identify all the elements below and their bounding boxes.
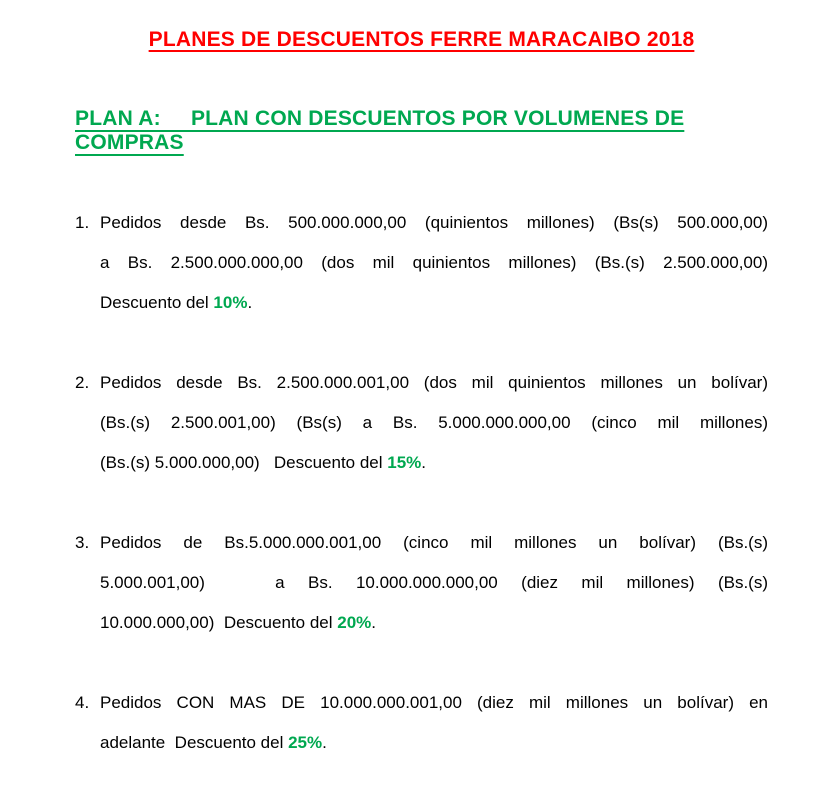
- item-text-line: [100, 243, 768, 283]
- item-text-line: [100, 443, 768, 483]
- line-text: Pedidos CON MAS DE 10.000.000.001,00 (diez mil millones un bolívar) en: [100, 693, 768, 712]
- item-text: [100, 363, 768, 483]
- discount-percent-value: 25%: [288, 733, 323, 752]
- line-text: Pedidos desde Bs. 500.000.000,00 (quinientos millones) (Bs(s) 500.000,00): [100, 213, 768, 232]
- line-text: adelante Descuento del: [100, 733, 289, 752]
- line-text: (Bs.(s) 2.500.001,00) (Bs(s) a Bs. 5.000.000.000,00 (cinco mil millones): [100, 413, 768, 432]
- item-text-line: [100, 523, 768, 563]
- item-text: [100, 203, 768, 323]
- discount-percent-value: 20%: [337, 613, 372, 632]
- line-text: 5.000.001,00) a Bs. 10.000.000.000,00 (diez mil millones) (Bs.(s): [100, 573, 768, 592]
- list-item-2: [75, 363, 768, 483]
- item-text-line: [100, 283, 768, 323]
- item-text: [100, 683, 768, 763]
- item-text-line: [100, 683, 768, 723]
- item-text-line: [100, 723, 768, 763]
- line-text: a Bs. 2.500.000.000,00 (dos mil quinientos millones) (Bs.(s) 2.500.000,00): [100, 253, 768, 272]
- list-item-3: [75, 523, 768, 643]
- line-text: .: [247, 293, 253, 312]
- line-text: 10.000.000,00) Descuento del: [100, 613, 338, 632]
- line-text: Pedidos de Bs.5.000.000.001,00 (cinco mil millones un bolívar) (Bs.(s): [100, 533, 768, 552]
- item-text-line: [100, 603, 768, 643]
- discount-percent-value: 15%: [387, 453, 422, 472]
- plan-a-heading: PLAN A: PLAN CON DESCUENTOS POR VOLUMENES DE COMPRAS: [75, 107, 685, 154]
- line-text: .: [371, 613, 376, 632]
- item-text-line: [100, 403, 768, 443]
- line-text: (Bs.(s) 5.000.000,00) Descuento del: [100, 453, 388, 472]
- line-text: .: [421, 453, 427, 472]
- list-item-4: [75, 683, 768, 763]
- document-title: PLANES DE DESCUENTOS FERRE MARACAIBO 2018: [148, 28, 695, 51]
- line-text: Descuento del: [100, 293, 214, 312]
- item-text-line: [100, 363, 768, 403]
- item-number: 2.: [75, 373, 90, 392]
- line-text: Pedidos desde Bs. 2.500.000.001,00 (dos mil quinientos millones un bolívar): [100, 373, 768, 392]
- item-number: 4.: [75, 693, 90, 712]
- discount-percent-value: 10%: [213, 293, 248, 312]
- item-text: [100, 523, 768, 643]
- list-item-1: [75, 203, 768, 323]
- item-text-line: [100, 563, 768, 603]
- line-text: .: [322, 733, 327, 752]
- discount-plan-list: [75, 203, 768, 763]
- item-number: 3.: [75, 533, 90, 552]
- item-text-line: [100, 203, 768, 243]
- item-number: 1.: [75, 213, 90, 232]
